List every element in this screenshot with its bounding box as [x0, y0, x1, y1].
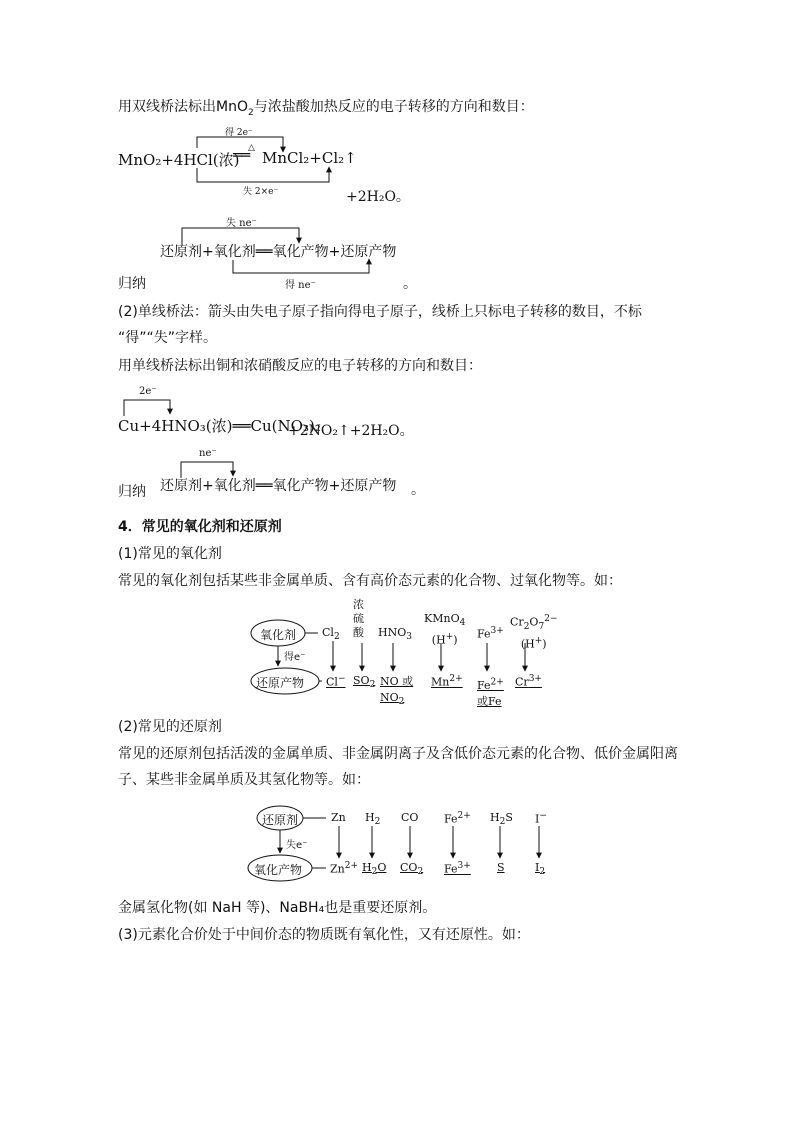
eq2-tail: +2NO₂↑+2H₂O。 [288, 423, 414, 439]
eq1-tail: +2H₂O。 [346, 189, 410, 205]
gen1-lose-label: 失 ne⁻ [226, 218, 257, 229]
ox-product-so2: $SO_2$ [353, 674, 376, 691]
ox-reactant-h2so4: 浓 硫 酸 [353, 598, 364, 639]
gen2-label: ne⁻ [199, 448, 217, 459]
gen1-gain-label: 得 ne⁻ [285, 280, 316, 291]
gen1-equation: 还原剂+氧化剂══氧化产物+还原产物 [160, 244, 397, 260]
red-reactant-h2: $H_2$ [365, 811, 381, 828]
ox-reactant-cr2o7: $Cr_2O_7^{2-}$ (H+) [510, 614, 558, 651]
red-product-fe3: $Fe^{3+}$ [444, 861, 471, 876]
ox-product-fe2: $Fe^{2+}$ 或Fe [477, 677, 504, 708]
ox-top-label: 氧化剂 [260, 628, 297, 642]
ox-reactant-kmno4: KMnO$_4$ (H+) [424, 612, 466, 647]
ox-reactant-hno3: $HNO_3$ [378, 626, 412, 643]
red-product-s: S [497, 861, 505, 874]
subheading-oxidizer: (1)常见的氧化剂 [118, 546, 222, 562]
eq1-delta: △ [248, 143, 255, 153]
ox-product-cr: $Cr^{3+}$ [515, 674, 542, 689]
eq2-bridge [124, 400, 170, 416]
gen2-prefix: 归纳 [118, 484, 146, 500]
eq1-equals: ══ [233, 146, 250, 164]
ox-product-no: NO 或 $NO_2$ [380, 675, 414, 708]
red-bottom-label: 氧化产物 [254, 863, 303, 877]
paragraph-single-bridge-example: 用单线桥法标出铜和浓硝酸反应的电子转移的方向和数目： [118, 358, 482, 374]
paragraph-single-bridge: (2)单线桥法：箭头由失电子原子指向得电子原子，线桥上只标电子转移的数目，不标 [118, 304, 642, 320]
paragraph-single-bridge-cont: “得”“失”字样。 [118, 330, 218, 346]
eq1-lhs: MnO₂+4HCl(浓) [118, 151, 240, 169]
red-product-i2: $I_2$ [535, 861, 546, 878]
red-reactant-i: I− [535, 811, 547, 826]
red-product-h2o: $H_2O$ [362, 861, 387, 878]
red-reactant-zn: Zn [331, 811, 346, 824]
red-top-label: 还原剂 [262, 813, 299, 827]
red-reactant-fe2: $Fe^{2+}$ [444, 811, 471, 826]
paragraph-reductant-cont: 子、某些非金属单质及其氢化物等。如： [118, 772, 370, 788]
section-heading-4: 4．常见的氧化剂和还原剂 [118, 519, 282, 535]
gen1-prefix: 归纳 [118, 276, 146, 292]
eq1-lose-label: 失 2×e⁻ [243, 187, 279, 197]
paragraph-intermediate-valence: (3)元素化合价处于中间价态的物质既有氧化性，又有还原性。如： [118, 927, 530, 943]
paragraph-metal-hydrides: 金属氢化物(如 NaH 等)、NaBH₄也是重要还原剂。 [118, 900, 437, 916]
eq2-lhs: Cu+4HNO₃(浓)══Cu(NO₃)₂ [118, 417, 321, 435]
ox-arrow-label: 得e⁻ [284, 652, 306, 663]
ox-product-mn: $Mn^{2+}$ [431, 674, 463, 689]
gen1-suffix: 。 [403, 276, 417, 292]
paragraph-oxidizer: 常见的氧化剂包括某些非金属单质、含有高价态元素的化合物、过氧化物等。如： [118, 573, 622, 589]
red-reactant-h2s: $H_2S$ [490, 811, 513, 828]
red-arrow-label: 失e⁻ [286, 840, 308, 851]
ox-product-cl: Cl− [326, 674, 346, 689]
ox-bottom-label: 还原产物 [256, 676, 305, 690]
subheading-reductant: (2)常见的还原剂 [118, 719, 222, 735]
paragraph-reductant: 常见的还原剂包括活泼的金属单质、非金属阴离子及含低价态元素的化合物、低价金属阳离 [118, 746, 678, 762]
paragraph-double-bridge-intro: 用双线桥法标出MnO$_2$与浓盐酸加热反应的电子转移的方向和数目： [118, 99, 534, 118]
red-product-zn2: $Zn^{2+}$ [330, 861, 359, 876]
ox-reactant-cl2: $Cl_2$ [322, 626, 340, 643]
ox-reactant-fe3: $Fe^{3+}$ [477, 626, 504, 641]
eq1-rhs: MnCl₂+Cl₂↑ [262, 149, 357, 167]
gen2-equation: 还原剂+氧化剂══氧化产物+还原产物 [160, 478, 397, 494]
red-product-co2: $CO_2$ [400, 861, 424, 878]
gen2-suffix: 。 [411, 482, 425, 498]
eq2-label: 2e⁻ [139, 386, 157, 397]
eq1-gain-label: 得 2e⁻ [225, 128, 253, 138]
red-reactant-co: CO [401, 811, 419, 824]
